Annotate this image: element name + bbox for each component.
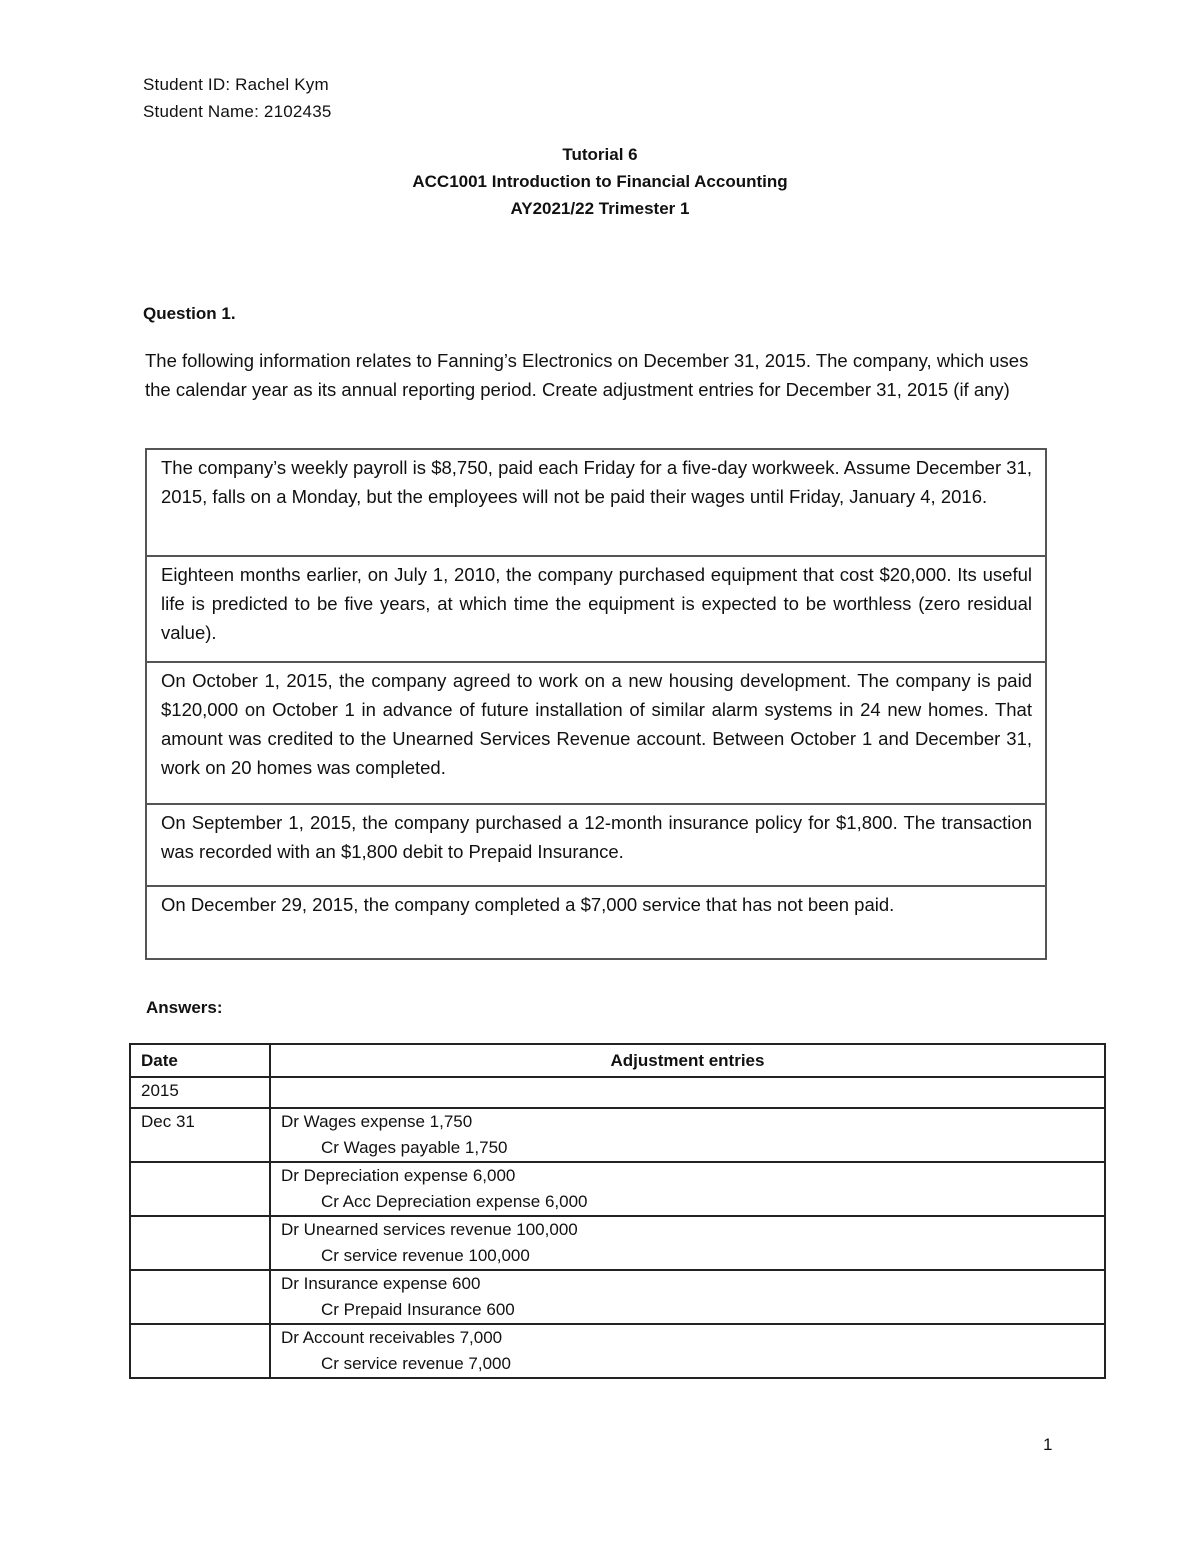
year-row [130, 1077, 1105, 1108]
credit-line: Cr Wages payable 1,750 [321, 1138, 508, 1157]
entry-cell [270, 1324, 1105, 1378]
debit-line: Dr Account receivables 7,000 [281, 1328, 503, 1347]
document-title: Tutorial 6 [562, 145, 638, 164]
question-item [146, 804, 1046, 886]
answers-header-row [130, 1044, 1105, 1077]
empty-cell [270, 1077, 1105, 1108]
question-item-text: On October 1, 2015, the company agreed to work on a new housing development. The company is paid $120,000 on October 1 in advance of future installation of similar alarm systems in 24 new homes. That amount was credited to the Unearned Services Revenue account. Between October 1 and December 31, work on 20 homes was completed. [146, 662, 1046, 804]
question-item-text: On September 1, 2015, the company purchased a 12-month insurance policy for $1,800. The transaction was recorded with an $1,800 debit to Prepaid Insurance. [146, 804, 1046, 886]
answers-table [129, 1043, 1106, 1379]
table-row [130, 1162, 1105, 1216]
entry-date [130, 1270, 270, 1324]
table-row [130, 1108, 1105, 1162]
entry-cell [270, 1162, 1105, 1216]
debit-line: Dr Depreciation expense 6,000 [281, 1166, 516, 1185]
entry-cell [270, 1216, 1105, 1270]
credit-line: Cr service revenue 7,000 [321, 1354, 511, 1373]
entry-date [130, 1216, 270, 1270]
entry-date [130, 1162, 270, 1216]
question-intro: The following information relates to Fanning’s Electronics on December 31, 2015. The company, which uses the calendar year as its annual reporting period. Create adjustment entries for December 31, 2015 (if any) [145, 350, 1029, 400]
student-id-line: Student ID: Rachel Kym [143, 75, 329, 94]
credit-line: Cr Acc Depreciation expense 6,000 [321, 1192, 588, 1211]
question-item [146, 662, 1046, 804]
debit-line: Dr Wages expense 1,750 [281, 1112, 473, 1131]
question-items-table [145, 448, 1047, 960]
debit-line: Dr Unearned services revenue 100,000 [281, 1220, 578, 1239]
question-item-text: On December 29, 2015, the company completed a $7,000 service that has not been paid. [161, 894, 895, 915]
question-label: Question 1. [143, 304, 236, 323]
answers-label: Answers: [146, 998, 223, 1017]
credit-line: Cr service revenue 100,000 [321, 1246, 530, 1265]
adjustment-column-header: Adjustment entries [270, 1044, 1105, 1077]
student-name-line: Student Name: 2102435 [143, 102, 332, 121]
question-item-text: Eighteen months earlier, on July 1, 2010, the company purchased equipment that cost $20,000. Its useful life is predicted to be five years, at which time the equipment is expected to be worthless (zero residual value). [146, 556, 1046, 662]
debit-line: Dr Insurance expense 600 [281, 1274, 481, 1293]
table-row [130, 1270, 1105, 1324]
question-item-text: The company’s weekly payroll is $8,750, paid each Friday for a five-day workweek. Assume December 31, 2015, falls on a Monday, but the employees will not be paid their wages until Friday, January 4, 2016. [146, 449, 1046, 556]
term-title: AY2021/22 Trimester 1 [510, 199, 690, 218]
year-cell: 2015 [130, 1077, 270, 1108]
date-column-header: Date [130, 1044, 270, 1077]
entry-cell [270, 1108, 1105, 1162]
course-title: ACC1001 Introduction to Financial Accounting [412, 172, 788, 191]
table-row [130, 1216, 1105, 1270]
question-item [146, 449, 1046, 556]
entry-date [130, 1324, 270, 1378]
page-number: 1 [1043, 1435, 1053, 1454]
entry-cell [270, 1270, 1105, 1324]
entry-date: Dec 31 [130, 1108, 270, 1162]
question-item [146, 556, 1046, 662]
table-row [130, 1324, 1105, 1378]
credit-line: Cr Prepaid Insurance 600 [321, 1300, 515, 1319]
question-item [146, 886, 1046, 959]
